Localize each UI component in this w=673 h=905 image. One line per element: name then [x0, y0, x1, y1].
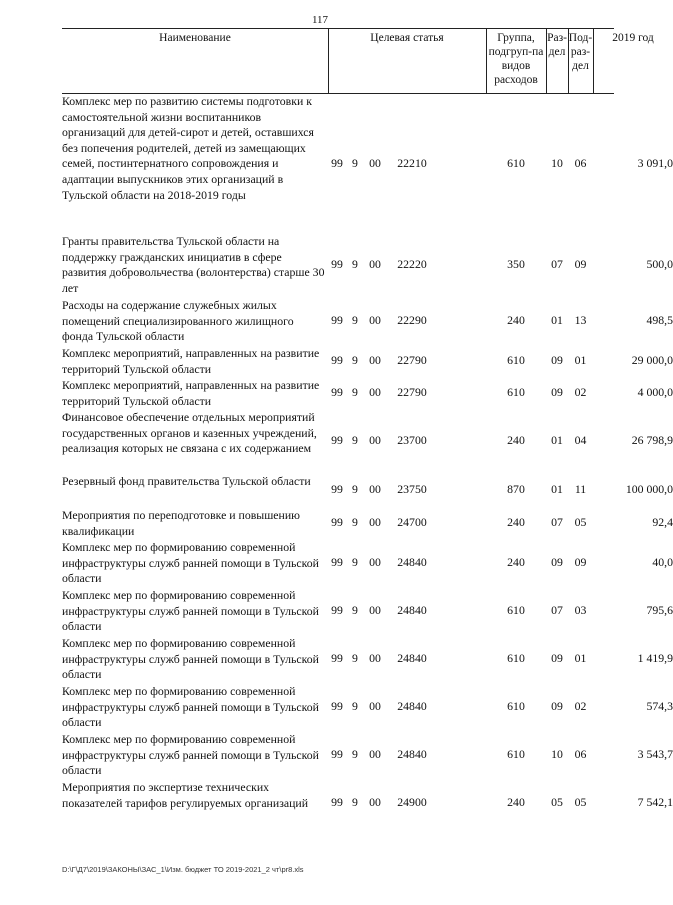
code-a: 99 [331, 795, 343, 809]
row-name: Гранты правительства Тульской области на поддержку гражданских инициатив в сфере развития добровольчества (волонтерства) старше 30 лет [62, 234, 325, 295]
row-name: Комплекс мероприятий, направленных на развитие территорий Тульской области [62, 346, 320, 376]
section-code: 10 [551, 156, 563, 170]
group-code: 610 [507, 699, 525, 713]
code-a: 99 [331, 555, 343, 569]
group-code: 240 [507, 515, 525, 529]
header-section: Раз-дел [547, 32, 567, 58]
code-c: 00 [369, 257, 381, 271]
subsection-code: 05 [574, 515, 587, 529]
header-year: 2019 год [612, 32, 654, 44]
subsection-code: 13 [574, 313, 587, 327]
row-name: Комплекс мер по развитию системы подготовки к самостоятельной жизни воспитанников организаций для детей-сирот и детей, оставшихся без попечения родителей, детей из замещающих семей, постинтернатного сопровождения и адаптации выпускников этих организаций в Тульской области на 2018-2019 годы [62, 94, 314, 202]
row-name: Комплекс мер по формированию современной инфраструктуры служб ранней помощи в Тульской области [62, 540, 319, 586]
table-row [62, 780, 673, 828]
subsection-code: 03 [574, 603, 587, 617]
code-c: 00 [369, 385, 381, 399]
subsection-code: 09 [574, 257, 587, 271]
code-b: 9 [352, 603, 358, 617]
section-code: 07 [551, 515, 563, 529]
file-path-footer: D:\Г\Д7\2019\ЗАКОНЫ\ЗАС_1\Изм. бюджет ТО 2019-2021_2 чт\pr8.xls [62, 865, 304, 874]
section-code: 01 [551, 313, 563, 327]
row-name: Финансовое обеспечение отдельных мероприятий государственных органов и казенных учреждений, реализация которых не связана с их содержанием [62, 410, 317, 456]
group-code: 240 [507, 555, 525, 569]
code-a: 99 [331, 385, 343, 399]
code-c: 00 [369, 482, 381, 496]
code-d: 24840 [397, 555, 427, 569]
code-c: 00 [369, 433, 381, 447]
section-code: 09 [551, 555, 563, 569]
section-code: 01 [551, 433, 563, 447]
group-code: 870 [507, 482, 525, 496]
code-a: 99 [331, 156, 343, 170]
header-target: Целевая статья [370, 32, 444, 44]
table-row [62, 684, 673, 732]
code-c: 00 [369, 555, 381, 569]
code-b: 9 [352, 313, 358, 327]
code-d: 24840 [397, 651, 427, 665]
amount: 26 798,9 [631, 433, 673, 447]
amount: 1 419,9 [637, 651, 673, 665]
table-row [62, 474, 673, 508]
table-row [62, 298, 673, 346]
code-a: 99 [331, 353, 343, 367]
budget-table [62, 28, 673, 810]
code-c: 00 [369, 795, 381, 809]
subsection-code: 01 [574, 651, 587, 665]
table-row [62, 234, 673, 298]
code-b: 9 [352, 795, 358, 809]
group-code: 240 [507, 313, 525, 327]
code-d: 24840 [397, 603, 427, 617]
subsection-code: 09 [574, 555, 587, 569]
amount: 795,6 [646, 603, 673, 617]
header-subsection: Под-раз-дел [568, 32, 593, 72]
row-name: Комплекс мероприятий, направленных на развитие территорий Тульской области [62, 378, 320, 408]
code-c: 00 [369, 156, 381, 170]
code-b: 9 [352, 555, 358, 569]
table-row [62, 508, 673, 540]
code-c: 00 [369, 353, 381, 367]
code-d: 22790 [397, 385, 427, 399]
amount: 92,4 [652, 515, 673, 529]
row-name: Комплекс мер по формированию современной инфраструктуры служб ранней помощи в Тульской области [62, 588, 319, 634]
group-code: 350 [507, 257, 525, 271]
table-row [62, 94, 673, 234]
code-b: 9 [352, 747, 358, 761]
group-code: 610 [507, 651, 525, 665]
group-code: 610 [507, 353, 525, 367]
group-code: 610 [507, 603, 525, 617]
code-a: 99 [331, 747, 343, 761]
row-name: Комплекс мер по формированию современной инфраструктуры служб ранней помощи в Тульской области [62, 732, 319, 778]
section-code: 07 [551, 603, 563, 617]
row-name: Мероприятия по переподготовке и повышению квалификации [62, 508, 300, 538]
row-name: Резервный фонд правительства Тульской области [62, 474, 311, 488]
code-d: 22220 [397, 257, 427, 271]
code-b: 9 [352, 515, 358, 529]
section-code: 09 [551, 651, 563, 665]
table-row [62, 636, 673, 684]
code-a: 99 [331, 603, 343, 617]
code-d: 22290 [397, 313, 427, 327]
table-header [62, 28, 654, 94]
amount: 3 091,0 [637, 156, 673, 170]
page-number: 117 [311, 14, 329, 26]
group-code: 240 [507, 433, 525, 447]
code-c: 00 [369, 699, 381, 713]
subsection-code: 06 [574, 156, 587, 170]
amount: 498,5 [646, 313, 673, 327]
code-a: 99 [331, 433, 343, 447]
code-d: 24840 [397, 747, 427, 761]
table-row [62, 588, 673, 636]
amount: 40,0 [652, 555, 673, 569]
section-code: 01 [551, 482, 563, 496]
code-c: 00 [369, 313, 381, 327]
code-d: 22210 [397, 156, 427, 170]
code-d: 23750 [397, 482, 427, 496]
section-code: 09 [551, 353, 563, 367]
code-b: 9 [352, 651, 358, 665]
section-code: 07 [551, 257, 563, 271]
code-c: 00 [369, 747, 381, 761]
section-code: 09 [551, 699, 563, 713]
code-d: 23700 [397, 433, 427, 447]
table-row [62, 410, 673, 474]
code-b: 9 [352, 482, 358, 496]
subsection-code: 04 [574, 433, 587, 447]
section-code: 10 [551, 747, 563, 761]
code-b: 9 [352, 433, 358, 447]
code-c: 00 [369, 515, 381, 529]
group-code: 240 [507, 795, 525, 809]
row-name: Комплекс мер по формированию современной инфраструктуры служб ранней помощи в Тульской области [62, 636, 319, 682]
group-code: 610 [507, 747, 525, 761]
subsection-code: 01 [574, 353, 587, 367]
amount: 3 543,7 [637, 747, 673, 761]
code-b: 9 [352, 156, 358, 170]
row-name: Комплекс мер по формированию современной инфраструктуры служб ранней помощи в Тульской области [62, 684, 319, 730]
code-a: 99 [331, 651, 343, 665]
group-code: 610 [507, 385, 525, 399]
code-a: 99 [331, 482, 343, 496]
group-code: 610 [507, 156, 525, 170]
amount: 500,0 [646, 257, 673, 271]
subsection-code: 06 [574, 747, 587, 761]
code-b: 9 [352, 257, 358, 271]
code-a: 99 [331, 313, 343, 327]
amount: 7 542,1 [637, 795, 673, 809]
code-d: 24840 [397, 699, 427, 713]
code-c: 00 [369, 651, 381, 665]
code-d: 24900 [397, 795, 427, 809]
subsection-code: 05 [574, 795, 587, 809]
header-name: Наименование [159, 32, 231, 44]
code-a: 99 [331, 515, 343, 529]
table-row [62, 540, 673, 588]
subsection-code: 11 [574, 482, 587, 496]
section-code: 05 [551, 795, 563, 809]
subsection-code: 02 [574, 699, 587, 713]
subsection-code: 02 [574, 385, 587, 399]
amount: 100 000,0 [625, 482, 673, 496]
code-a: 99 [331, 257, 343, 271]
table-body [62, 94, 673, 828]
amount: 29 000,0 [631, 353, 673, 367]
row-name: Мероприятия по экспертизе технических показателей тарифов регулируемых организаций [62, 780, 309, 810]
amount: 574,3 [646, 699, 673, 713]
row-name: Расходы на содержание служебных жилых помещений специализированного жилищного фонда Тульской области [62, 298, 294, 344]
table-row [62, 346, 673, 378]
code-c: 00 [369, 603, 381, 617]
code-a: 99 [331, 699, 343, 713]
header-group: Группа, подгруп-па видов расходов [488, 32, 544, 86]
section-code: 09 [551, 385, 563, 399]
code-d: 22790 [397, 353, 427, 367]
table-row [62, 732, 673, 780]
code-b: 9 [352, 353, 358, 367]
code-b: 9 [352, 699, 358, 713]
table-row [62, 378, 673, 410]
code-b: 9 [352, 385, 358, 399]
amount: 4 000,0 [637, 385, 673, 399]
code-d: 24700 [397, 515, 427, 529]
